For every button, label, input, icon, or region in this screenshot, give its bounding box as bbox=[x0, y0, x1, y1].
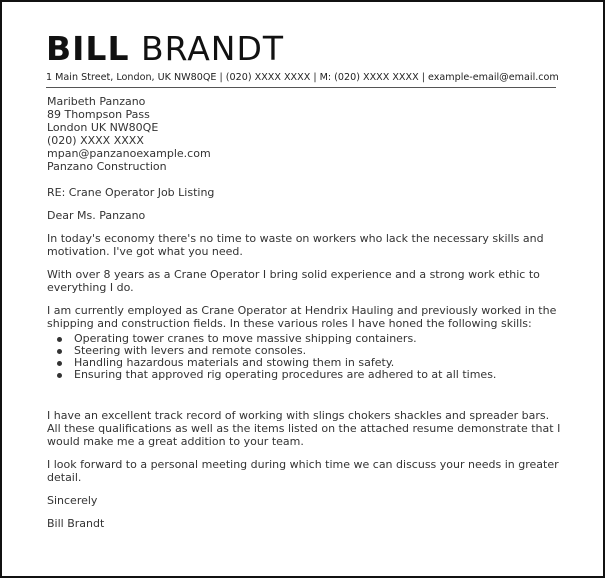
paragraph-intro: In today's economy there's no time to waste on workers who lack the necessary skills and motivation. I've got what you need. bbox=[47, 232, 544, 258]
recipient-email: mpan@panzanoexample.com bbox=[47, 147, 211, 160]
sender-last-name: BRANDT bbox=[141, 29, 285, 68]
skill-text: Operating tower cranes to move massive shipping containers. bbox=[74, 332, 417, 345]
closing: Sincerely bbox=[47, 494, 98, 507]
bullet-icon bbox=[57, 373, 62, 378]
paragraph-experience: With over 8 years as a Crane Operator I bring solid experience and a strong work ethic to everything I do. bbox=[47, 268, 540, 294]
sender-name bbox=[46, 30, 566, 68]
recipient-block bbox=[47, 95, 562, 173]
paragraph-meeting: I look forward to a personal meeting during which time we can discuss your needs in greater detail. bbox=[47, 458, 559, 484]
paragraph-qualifications: I have an excellent track record of working with slings chokers shackles and spreader bars. All these qualifications as well as the items listed on the attached resume demonstrate that I would make me a great addition to your team. bbox=[47, 409, 561, 448]
skill-text: Ensuring that approved rig operating procedures are adhered to at all times. bbox=[74, 368, 497, 381]
bullet-icon bbox=[57, 361, 62, 366]
letter-body bbox=[47, 95, 562, 530]
sender-contact-line: 1 Main Street, London, UK NW80QE | (020) XXXX XXXX | M: (020) XXXX XXXX | example-email@email.com bbox=[46, 72, 556, 88]
recipient-name: Maribeth Panzano bbox=[47, 95, 146, 108]
list-item bbox=[74, 369, 562, 381]
skill-text: Handling hazardous materials and stowing them in safety. bbox=[74, 356, 395, 369]
recipient-street: 89 Thompson Pass bbox=[47, 108, 150, 121]
bullet-icon bbox=[57, 349, 62, 354]
letter-header bbox=[46, 30, 566, 88]
recipient-phone: (020) XXXX XXXX bbox=[47, 134, 144, 147]
paragraph-current-role: I am currently employed as Crane Operator at Hendrix Hauling and previously worked in the shipping and construction fields. In these various roles I have honed the following skills: bbox=[47, 304, 557, 330]
skill-text: Steering with levers and remote consoles. bbox=[74, 344, 307, 357]
subject-line: RE: Crane Operator Job Listing bbox=[47, 186, 215, 199]
salutation: Dear Ms. Panzano bbox=[47, 209, 146, 222]
signature: Bill Brandt bbox=[47, 517, 105, 530]
skills-list bbox=[47, 333, 562, 381]
sender-first-name: BILL bbox=[46, 29, 130, 68]
recipient-company: Panzano Construction bbox=[47, 160, 167, 173]
recipient-city: London UK NW80QE bbox=[47, 121, 159, 134]
bullet-icon bbox=[57, 337, 62, 342]
